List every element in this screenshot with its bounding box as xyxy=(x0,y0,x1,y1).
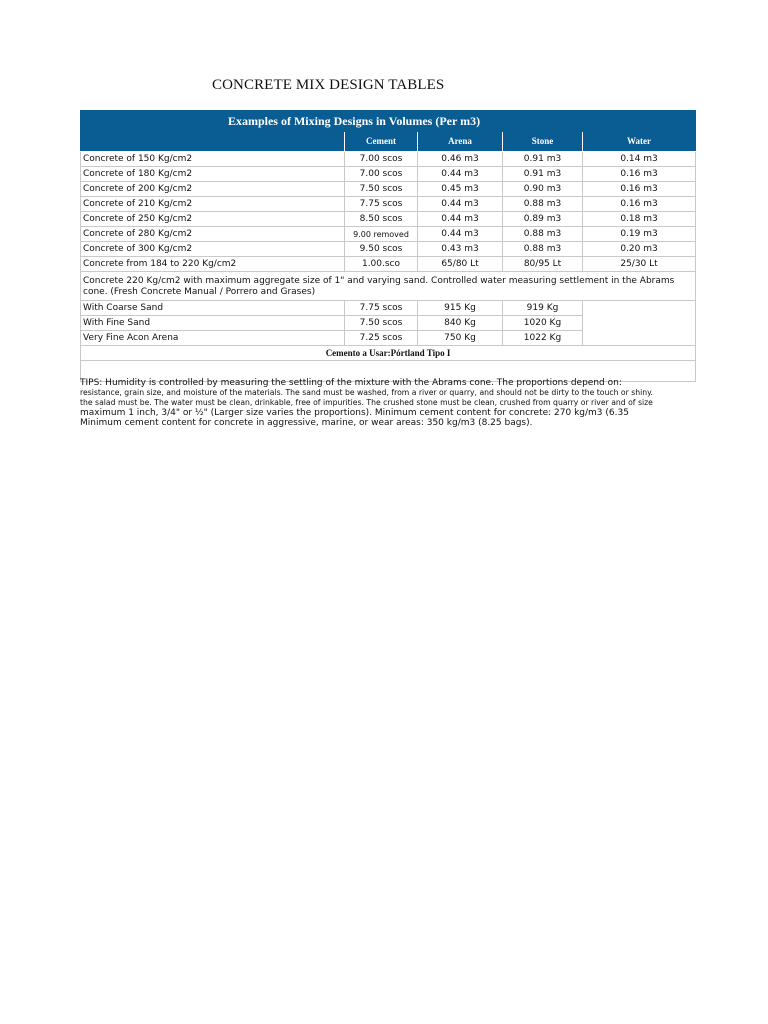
cement-cell: 7.00 scos xyxy=(345,167,418,182)
cement-cell: 7.75 scos xyxy=(345,301,418,316)
row-label: Concrete of 200 Kg/cm2 xyxy=(81,182,345,197)
arena-cell: 915 Kg xyxy=(418,301,503,316)
column-header-arena: Arena xyxy=(418,132,503,152)
tips-line: resistance, grain size, and moisture of the materials. The sand must be washed, from a river or quarry, and should not be dirty to the touch or shiny. xyxy=(80,388,653,397)
stone-cell: 0.91 m3 xyxy=(503,152,583,167)
table-header-row xyxy=(81,132,696,152)
row-label: Concrete of 300 Kg/cm2 xyxy=(81,242,345,257)
cement-cell: 7.00 scos xyxy=(345,152,418,167)
water-cell: 0.14 m3 xyxy=(583,152,696,167)
row-label: Very Fine Acon Arena xyxy=(81,331,345,346)
water-cell: 0.16 m3 xyxy=(583,182,696,197)
table-row xyxy=(81,242,696,257)
water-cell: 0.20 m3 xyxy=(583,242,696,257)
mix-rows xyxy=(81,152,696,382)
stone-cell: 0.88 m3 xyxy=(503,242,583,257)
arena-cell: 0.43 m3 xyxy=(418,242,503,257)
stone-cell: 80/95 Lt xyxy=(503,257,583,272)
tips-paragraph xyxy=(80,378,708,428)
stone-cell: 919 Kg xyxy=(503,301,583,316)
cement-cell: 8.50 scos xyxy=(345,212,418,227)
stone-cell: 0.89 m3 xyxy=(503,212,583,227)
table-row xyxy=(81,152,696,167)
arena-cell: 0.45 m3 xyxy=(418,182,503,197)
cement-cell: 9.50 scos xyxy=(345,242,418,257)
page-title: CONCRETE MIX DESIGN TABLES xyxy=(212,77,445,93)
table-row xyxy=(81,212,696,227)
column-header-water: Water xyxy=(583,132,696,152)
table-row xyxy=(81,167,696,182)
stone-cell: 0.88 m3 xyxy=(503,227,583,242)
water-cell: 0.16 m3 xyxy=(583,197,696,212)
tips-line: maximum 1 inch, 3/4" or ½" (Larger size varies the proportions). Minimum cement content for concrete: 270 kg/m3 (6.35 xyxy=(80,408,629,418)
arena-cell: 0.44 m3 xyxy=(418,197,503,212)
arena-cell: 840 Kg xyxy=(418,316,503,331)
arena-cell: 0.44 m3 xyxy=(418,167,503,182)
column-header-stone: Stone xyxy=(503,132,583,152)
row-label: With Fine Sand xyxy=(81,316,345,331)
water-cell: 0.16 m3 xyxy=(583,167,696,182)
cement-cell: 7.50 scos xyxy=(345,316,418,331)
cement-cell: 7.50 scos xyxy=(345,182,418,197)
arena-cell: 750 Kg xyxy=(418,331,503,346)
water-cell: 0.18 m3 xyxy=(583,212,696,227)
table-footer-row xyxy=(81,346,696,361)
table-row xyxy=(81,301,696,316)
water-cell-empty xyxy=(583,301,696,346)
cement-cell: 7.75 scos xyxy=(345,197,418,212)
table-row xyxy=(81,182,696,197)
table-row xyxy=(81,257,696,272)
arena-cell: 0.44 m3 xyxy=(418,227,503,242)
cement-cell: 9.00 removed xyxy=(345,227,418,242)
row-label: Concrete from 184 to 220 Kg/cm2 xyxy=(81,257,345,272)
row-label: Concrete of 250 Kg/cm2 xyxy=(81,212,345,227)
stone-cell: 1020 Kg xyxy=(503,316,583,331)
column-header-cement: Cement xyxy=(345,132,418,152)
table-row xyxy=(81,227,696,242)
table-banner: Examples of Mixing Designs in Volumes (Per m3) xyxy=(81,111,696,132)
column-header-blank xyxy=(81,132,345,152)
cement-cell: 7.25 scos xyxy=(345,331,418,346)
stone-cell: 1022 Kg xyxy=(503,331,583,346)
stone-cell: 0.90 m3 xyxy=(503,182,583,197)
tips-line: TIPS: Humidity is controlled by measuring the settling of the mixture with the Abrams cone. The proportions depend on: xyxy=(80,378,622,388)
row-label: Concrete of 210 Kg/cm2 xyxy=(81,197,345,212)
tips-line: the salad must be. The water must be clean, drinkable, free of impurities. The crushed stone must be clean, crushed from quarry or river and of size xyxy=(80,398,653,407)
water-cell: 25/30 Lt xyxy=(583,257,696,272)
table-note-row xyxy=(81,272,696,301)
water-cell: 0.19 m3 xyxy=(583,227,696,242)
cement-type-footer: Cemento a Usar:Pórtland Tipo I xyxy=(81,346,696,361)
tips-line: Minimum cement content for concrete in aggressive, marine, or wear areas: 350 kg/m3 (8.25 bags). xyxy=(80,418,533,428)
table-row xyxy=(81,197,696,212)
table-note: Concrete 220 Kg/cm2 with maximum aggregate size of 1" and varying sand. Controlled water measuring settlement in the Abrams cone. (Fresh Concrete Manual / Porrero and Grases) xyxy=(81,272,696,301)
stone-cell: 0.88 m3 xyxy=(503,197,583,212)
row-label: Concrete of 180 Kg/cm2 xyxy=(81,167,345,182)
arena-cell: 0.46 m3 xyxy=(418,152,503,167)
cement-cell: 1.00.sco xyxy=(345,257,418,272)
mix-design-table xyxy=(80,110,696,382)
arena-cell: 65/80 Lt xyxy=(418,257,503,272)
table-banner-row xyxy=(81,111,696,132)
row-label: Concrete of 150 Kg/cm2 xyxy=(81,152,345,167)
row-label: Concrete of 280 Kg/cm2 xyxy=(81,227,345,242)
row-label: With Coarse Sand xyxy=(81,301,345,316)
stone-cell: 0.91 m3 xyxy=(503,167,583,182)
arena-cell: 0.44 m3 xyxy=(418,212,503,227)
